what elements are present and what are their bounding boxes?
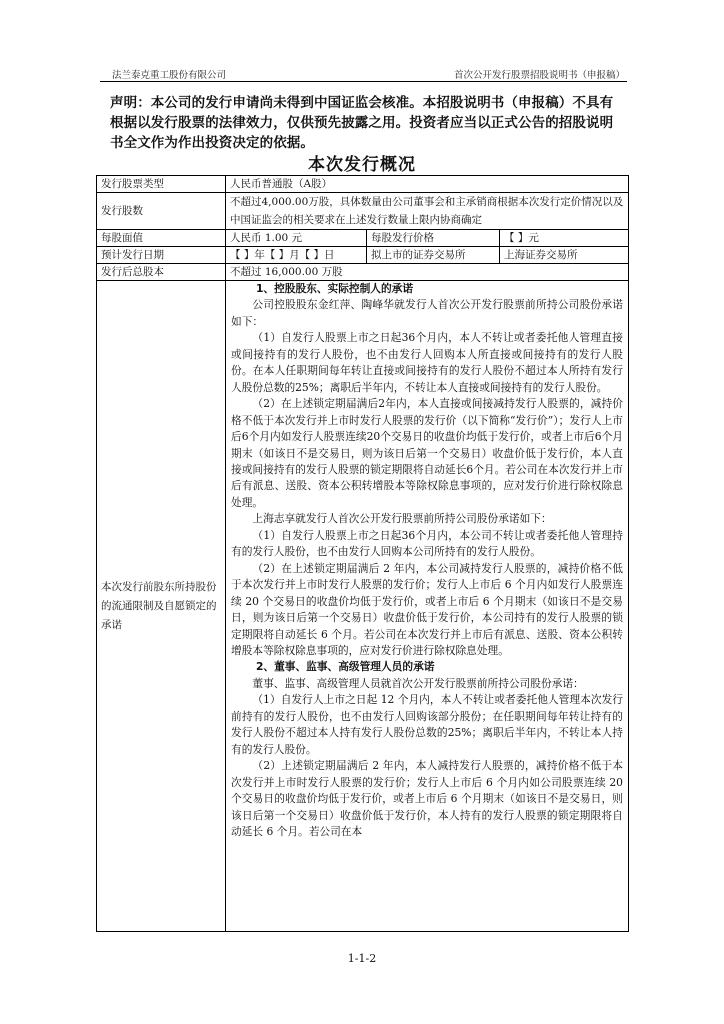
type-label: 发行股票类型: [97, 176, 226, 193]
page-header: [100, 65, 627, 82]
paragraph: 上海志享就发行人首次公开发行股票前所持公司股份承诺如下：: [252, 512, 552, 526]
declaration: 声明：本公司的发行申请尚未得到中国证监会核准。本招股说明书（申报稿）不具有根据以发行股票的法律效力，仅供预先披露之用。投资者应当以正式公告的招股说明书全文作为作出投资决定的依据。: [110, 95, 614, 151]
par-value: 人民币 1.00 元: [226, 230, 367, 247]
header-doc-title: 首次公开发行股票招股说明书（申报稿）: [453, 70, 625, 81]
par-label: 每股面值: [97, 230, 226, 247]
shares-value: 不超过4,000.00万股，具体数量由公司董事会和主承销商根据本次发行定价情况以及中国证监会的相关要求在上述发行数量上限内协商确定: [226, 193, 629, 230]
section-heading-controlling: 1、控股股东、实际控制人的承诺: [256, 282, 414, 295]
paragraph: （1）自发行人上市之日起 12 个月内，本人不转让或者委托他人管理本次发行前持有的发行人股份，也不由发行人回购该部分股份；在任职期间每年转让持有的发行人股份不超过本人持有发行人股份总数的25%；离职后半年内，不转让本人持有的发行人股份。: [231, 693, 623, 756]
lockup-label: 本次发行前股东所持股份的流通限制及自愿锁定的承诺: [97, 281, 226, 932]
offering-overview-table: [96, 175, 629, 932]
paragraph: （1）自发行人股票上市之日起36个月内，本公司不转让或者委托他人管理持有的发行人股份，也不由发行人回购本公司所持有的发行人股份。: [231, 528, 623, 559]
paragraph: （1）自发行人股票上市之日起36个月内，本人不转让或者委托他人管理直接或间接持有的发行人股份，也不由发行人回购本人所直接或间接持有的发行人股份。在本人任职期间每年转让直接或间接持有的发行人股份不超过本人所持有发行人股份总数的25%；离职后半年内，不转让本人直接或间接持有的发行人股份。: [231, 331, 623, 394]
total-label: 发行后总股本: [97, 264, 226, 281]
paragraph: （2）在上述锁定期届满后 2 年内，本公司减持发行人股票的，减持价格不低于本次发行并上市时发行人股票的发行价；发行人上市后 6 个月内如发行人股票连续 20 个交易日的收盘价均低于发行价，或者上市后 6 个月期末（如该日不是交易日，则为该日后第一个交易日）收盘价低于发行价，本公司持有的发行人股票的锁定期限将自动延长 6 个月。若公司在本次发行并上市后有派息、送股、资本公积转增股本等除权除息事项的，应对发行价进行除权除息处理。: [231, 561, 623, 657]
date-label: 预计发行日期: [97, 247, 226, 264]
header-company: 法兰泰克重工股份有限公司: [112, 70, 227, 81]
exchange-value: 上海证券交易所: [500, 247, 629, 264]
exchange-label: 拟上市的证券交易所: [367, 247, 500, 264]
date-value: 【 】年【 】月【 】日: [226, 247, 367, 264]
type-value: 人民币普通股（A股）: [226, 176, 629, 193]
page-number: 1-1-2: [347, 952, 377, 965]
price-value: 【 】元: [500, 230, 629, 247]
paragraph: （2）在上述锁定期届满后2年内，本人直接或间接减持发行人股票的，减持价格不低于本次发行并上市时发行人股票的发行价（以下简称“发行价”）；发行人上市后6个月内如发行人股票连续20个交易日的收盘价均低于发行价，或者上市后6个月期末（如该日不是交易日，则为该日后第一个交易日）收盘价低于发行价，本人直接或间接持有的发行人股票的锁定期限将自动延长6个月。若公司在本次发行并上市后有派息、送股、资本公积转增股本等除权除息事项的，应对发行价进行除权除息处理。: [231, 397, 623, 509]
shares-label: 发行股数: [97, 193, 226, 230]
section-heading-directors: 2、董事、监事、高级管理人员的承诺: [256, 660, 435, 674]
paragraph: （2）上述锁定期届满后 2 年内，本人减持发行人股票的，减持价格不低于本次发行并上市时发行人股票的发行价；发行人上市后 6 个月内如公司股票连续 20 个交易日的收盘价均低于发行价，或者上市后 6 个月期末（如该日不是交易日，则该日后第一个交易日）收盘价低于发行价，本人持有的发行人股票的锁定期限将自动延长 6 个月。若公司在本: [231, 759, 623, 838]
price-label: 每股发行价格: [367, 230, 500, 247]
page-title: 本次发行概况: [308, 155, 416, 175]
total-value: 不超过 16,000.00 万股: [226, 264, 629, 281]
paragraph: 公司控股股东金红萍、陶峰华就发行人首次公开发行股票前所持公司股份承诺如下：: [231, 298, 623, 328]
lockup-commitments: [226, 281, 629, 932]
paragraph: 董事、监事、高级管理人员就首次公开发行股票前所持公司股份承诺：: [252, 676, 584, 690]
